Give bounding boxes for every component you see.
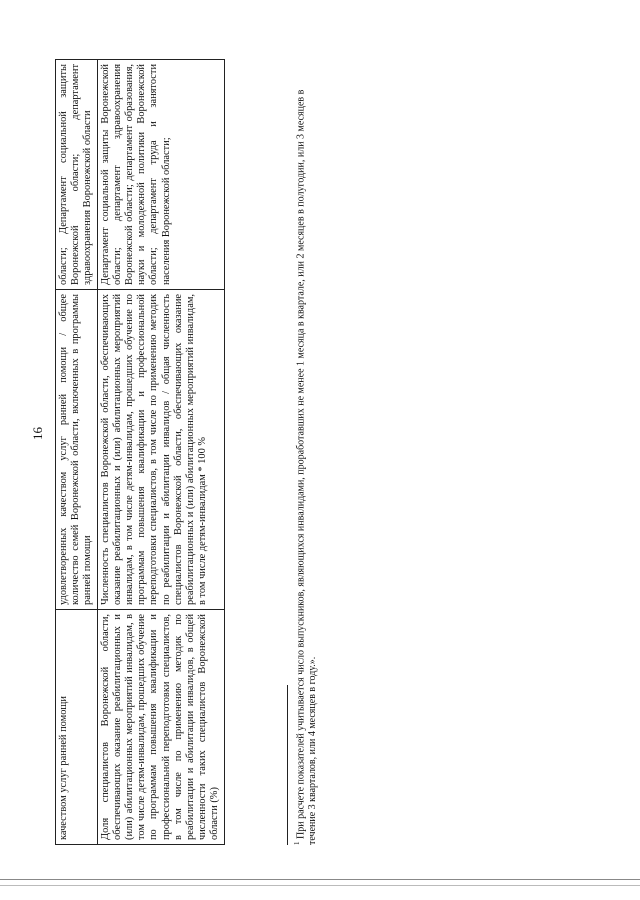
footnote-text: При расчете показателей учитывается число выпускников, являющихся инвалидами, проработавших не менее 1 месяца в квартале, или 2 месяцев в полугодии, или 3 месяцев в течение 3 кварталов, или 4 месяцев в году.».	[295, 89, 319, 845]
responsible-cell: Департамент социальной защиты Воронежской области; департамент здравоохранения Воронежской области; департамент образования, науки и молодежной политики Воронежской области; департамент труда и занятости населения Воронежской области;	[97, 60, 224, 290]
formula-cell: удовлетворенных качеством услуг ранней помощи / общее количество семей Воронежской области, включенных в программы ранней помощи	[56, 290, 98, 610]
scan-edge-line	[0, 885, 640, 886]
table-row	[97, 60, 224, 845]
rotated-content	[55, 45, 355, 845]
footnote-marker: 1	[293, 841, 301, 845]
indicator-name-cell: Доля специалистов Воронежской области, обеспечивающих оказание реабилитационных и (или) абилитационных мероприятий инвалидам, в том числе детям-инвалидам, прошедших обучение по программам повышения квалификации и профессиональной переподготовки специалистов, в том числе по применению методик по реабилитации и абилитации инвалидов, в общей численности таких специалистов Воронежской области (%)	[97, 610, 224, 845]
indicator-name-cell: качеством услуг ранней помощи	[56, 610, 98, 845]
footnote-separator	[287, 685, 288, 845]
scan-edge-line	[0, 879, 640, 880]
footnote	[291, 60, 319, 845]
table-row	[56, 60, 98, 845]
page-number: 16	[30, 427, 45, 440]
responsible-cell: области; Департамент социальной защиты Воронежской области; департамент здравоохранения Воронежской области	[56, 60, 98, 290]
formula-cell: Численность специалистов Воронежской области, обеспечивающих оказание реабилитационных и (или) абилитационных мероприятий инвалидам, в том числе детям-инвалидам, прошедших обучение по программам повышения квалификации и профессиональной переподготовки специалистов, в том числе по применению методик по реабилитации и абилитации инвалидов / общая численность специалистов Воронежской области, обеспечивающих оказание реабилитационных и (или) абилитационных мероприятий инвалидам, в том числе детям-инвалидам * 100 %	[97, 290, 224, 610]
indicators-table	[55, 59, 225, 845]
